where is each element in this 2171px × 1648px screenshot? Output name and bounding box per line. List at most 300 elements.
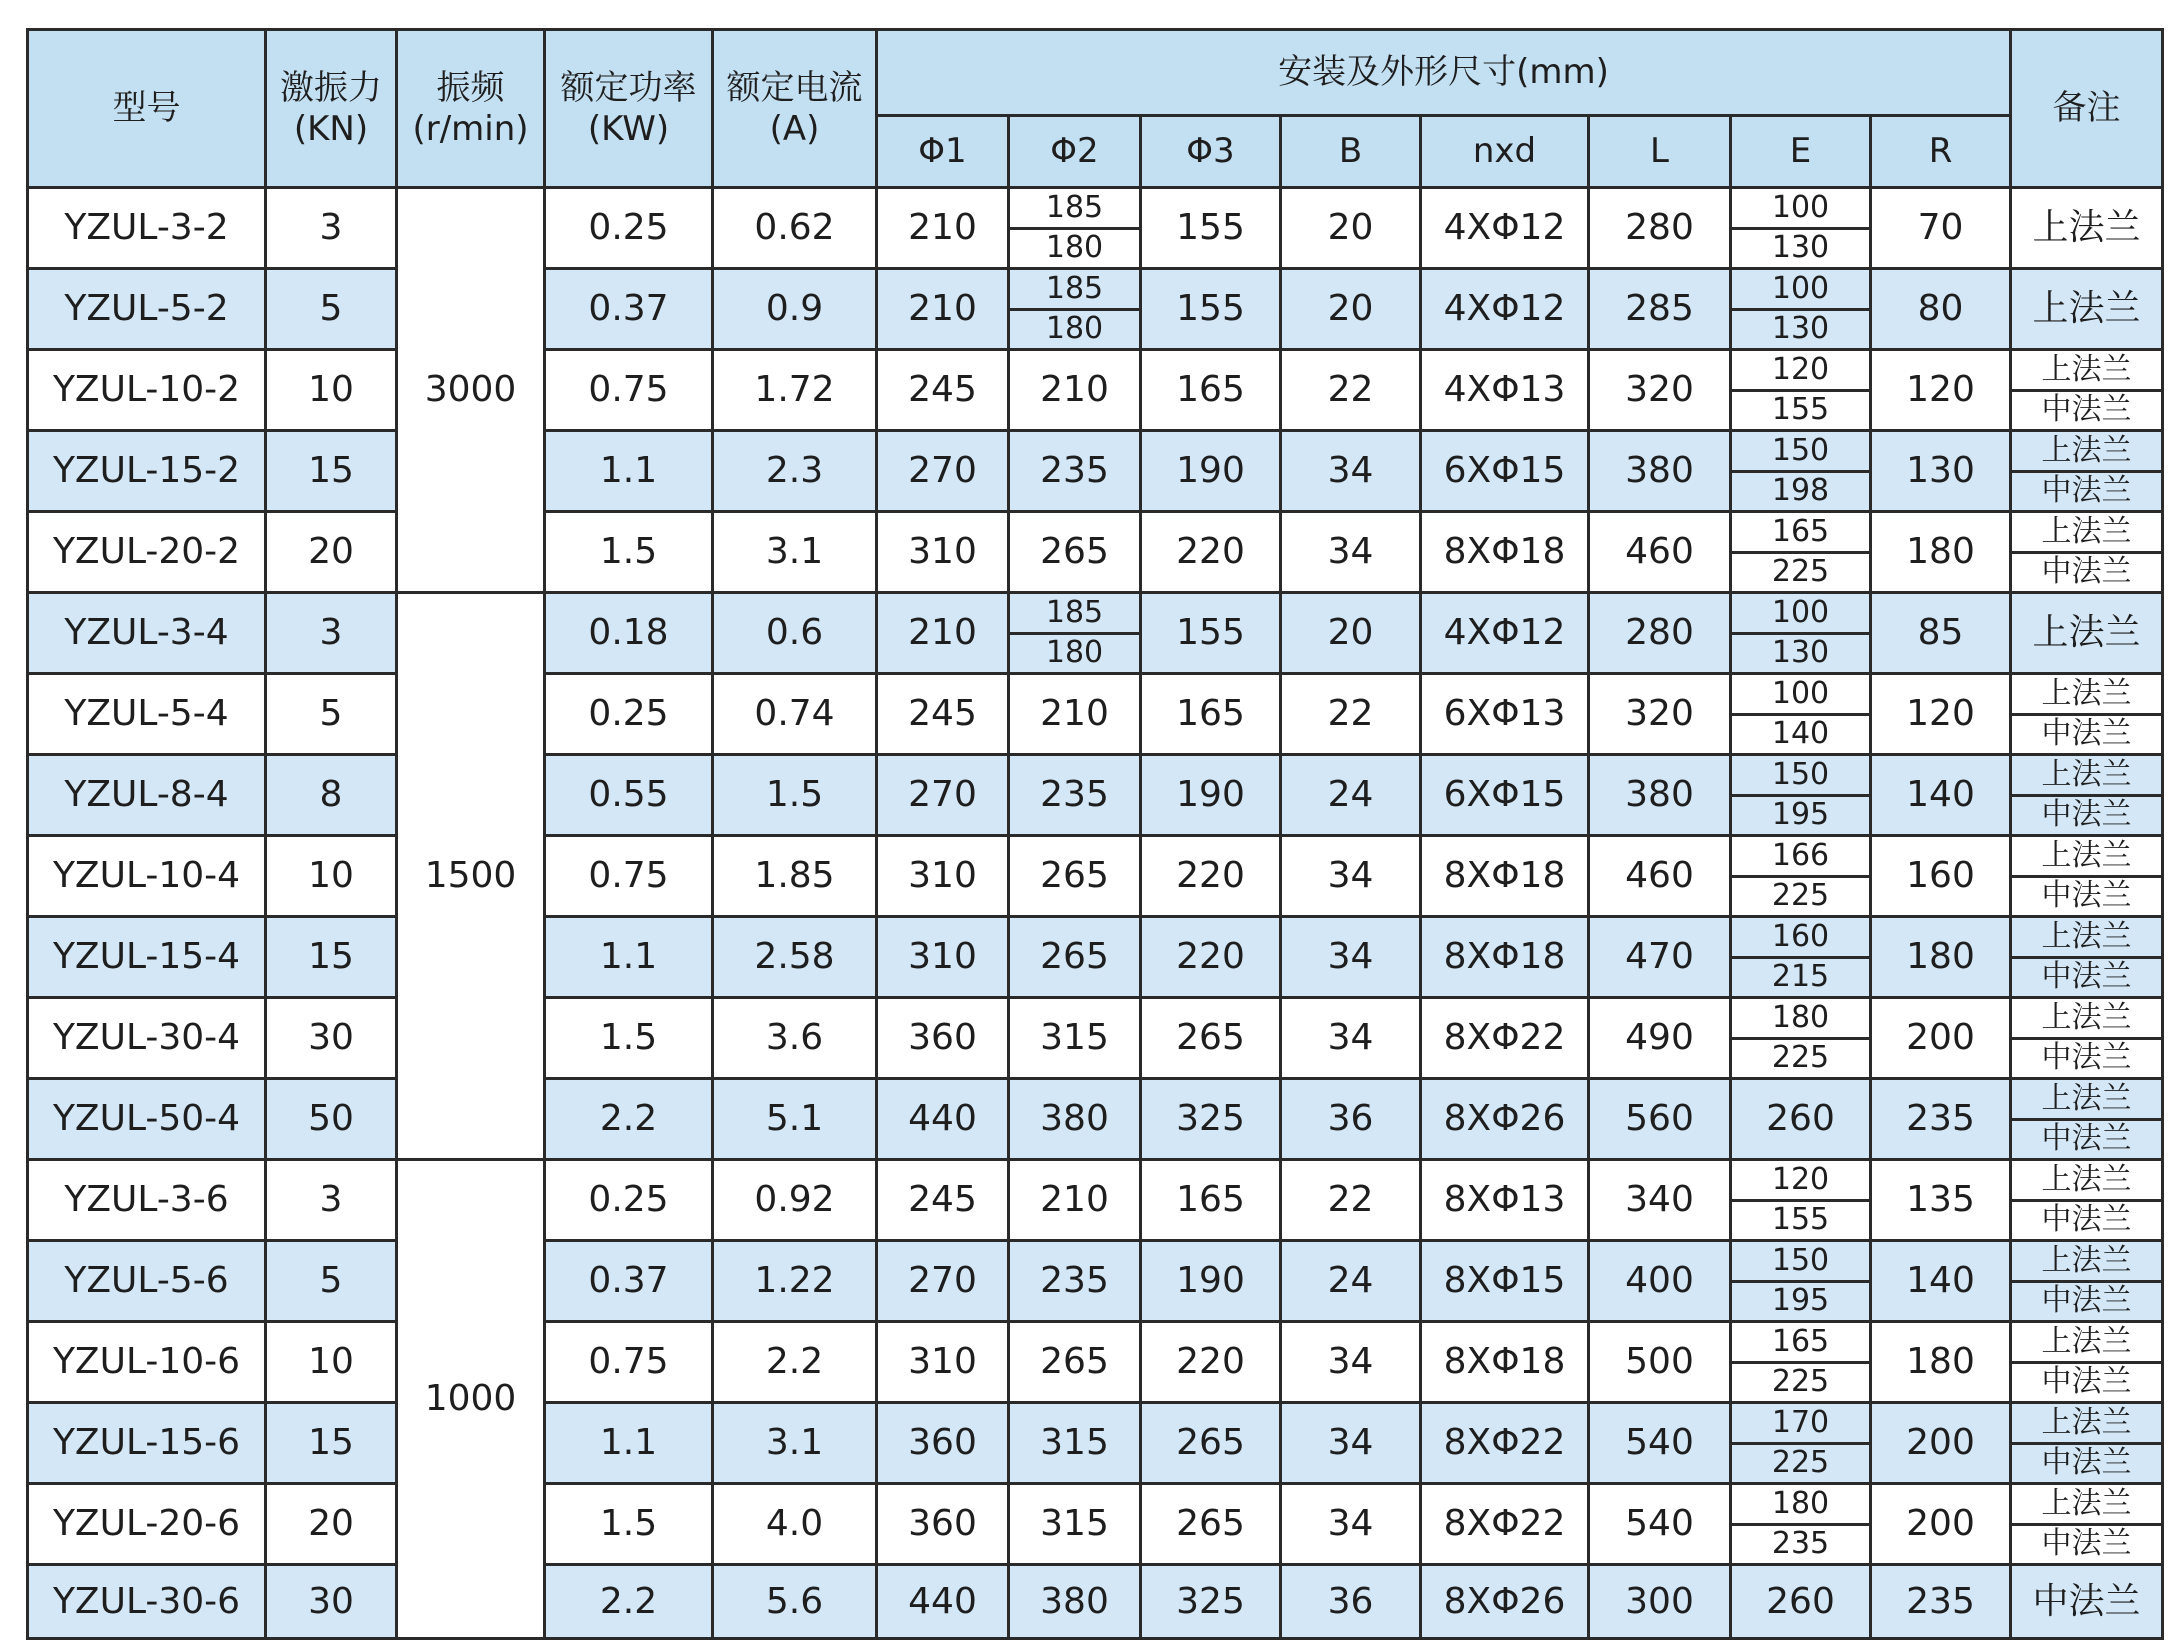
- power-cell: 0.37: [545, 269, 713, 350]
- note-cell: 上法兰: [2011, 593, 2163, 674]
- freq-cell: 1000: [397, 1160, 545, 1639]
- phi3-cell: 265: [1141, 1403, 1281, 1484]
- nxd-cell: 8XΦ15: [1421, 1241, 1589, 1322]
- b-cell: 20: [1281, 188, 1421, 269]
- l-cell: 460: [1589, 512, 1731, 593]
- freq-cell: 3000: [397, 188, 545, 593]
- current-cell: 5.1: [713, 1079, 877, 1160]
- phi2-cell: 265: [1009, 1322, 1141, 1403]
- note-cell: [2011, 1403, 2163, 1484]
- table-row: [28, 269, 2163, 350]
- model-cell: YZUL-3-6: [28, 1160, 266, 1241]
- r-cell: 120: [1871, 350, 2011, 431]
- l-cell: 380: [1589, 431, 1731, 512]
- phi1-cell: 360: [877, 1403, 1009, 1484]
- note-cell-value: 中法兰: [2041, 1283, 2132, 1319]
- r-cell: 180: [1871, 1322, 2011, 1403]
- model-cell: YZUL-20-6: [28, 1484, 266, 1565]
- note-cell-value: 中法兰: [2041, 797, 2132, 833]
- model-cell: YZUL-5-4: [28, 674, 266, 755]
- phi1-cell: 270: [877, 431, 1009, 512]
- phi2-cell: [1009, 593, 1141, 674]
- phi1-cell: 270: [877, 1241, 1009, 1322]
- e-cell-value: 130: [1771, 230, 1830, 266]
- b-cell: 20: [1281, 593, 1421, 674]
- l-cell: 400: [1589, 1241, 1731, 1322]
- e-cell: 260: [1731, 1079, 1871, 1160]
- e-cell-value: 150: [1732, 756, 1869, 797]
- e-cell-value: 120: [1732, 1161, 1869, 1202]
- note-cell-value: 中法兰: [2041, 554, 2132, 590]
- power-cell: 1.5: [545, 998, 713, 1079]
- nxd-cell: 8XΦ18: [1421, 512, 1589, 593]
- b-cell: 34: [1281, 998, 1421, 1079]
- power-cell: 1.1: [545, 917, 713, 998]
- e-cell-value: 225: [1771, 1364, 1830, 1400]
- model-cell: YZUL-30-6: [28, 1565, 266, 1639]
- l-cell: 320: [1589, 674, 1731, 755]
- table-row: [28, 1322, 2163, 1403]
- header-force: 激振力 (KN): [266, 30, 397, 188]
- l-cell: 280: [1589, 593, 1731, 674]
- note-cell: 上法兰: [2011, 269, 2163, 350]
- nxd-cell: 8XΦ22: [1421, 1403, 1589, 1484]
- e-cell-value: 225: [1771, 554, 1830, 590]
- power-cell: 0.75: [545, 350, 713, 431]
- e-cell-value: 100: [1732, 675, 1869, 716]
- power-cell: 0.75: [545, 1322, 713, 1403]
- current-cell: 0.62: [713, 188, 877, 269]
- l-cell: 285: [1589, 269, 1731, 350]
- phi3-cell: 190: [1141, 755, 1281, 836]
- e-cell: [1731, 755, 1871, 836]
- e-cell: [1731, 1322, 1871, 1403]
- phi2-cell-value: 180: [1045, 230, 1104, 266]
- phi3-cell: 155: [1141, 269, 1281, 350]
- note-cell-value: 上法兰: [2012, 1485, 2161, 1526]
- r-cell: 160: [1871, 836, 2011, 917]
- phi2-cell: 265: [1009, 512, 1141, 593]
- phi3-cell: 190: [1141, 431, 1281, 512]
- l-cell: 560: [1589, 1079, 1731, 1160]
- r-cell: 70: [1871, 188, 2011, 269]
- phi1-cell: 245: [877, 674, 1009, 755]
- r-cell: 200: [1871, 1484, 2011, 1565]
- force-cell: 3: [266, 1160, 397, 1241]
- nxd-cell: 8XΦ18: [1421, 1322, 1589, 1403]
- phi3-cell: 265: [1141, 998, 1281, 1079]
- phi3-cell: 155: [1141, 188, 1281, 269]
- e-cell: 260: [1731, 1565, 1871, 1639]
- b-cell: 36: [1281, 1565, 1421, 1639]
- current-cell: 2.3: [713, 431, 877, 512]
- force-cell: 15: [266, 431, 397, 512]
- table-row: [28, 1160, 2163, 1241]
- nxd-cell: 8XΦ26: [1421, 1565, 1589, 1639]
- header-note: 备注: [2011, 30, 2163, 188]
- table-body: [28, 188, 2163, 1639]
- b-cell: 34: [1281, 1322, 1421, 1403]
- table-row: [28, 674, 2163, 755]
- note-cell: [2011, 1160, 2163, 1241]
- current-cell: 1.22: [713, 1241, 877, 1322]
- phi3-cell: 220: [1141, 1322, 1281, 1403]
- phi2-cell: 235: [1009, 1241, 1141, 1322]
- header-l: L: [1589, 116, 1731, 188]
- nxd-cell: 4XΦ12: [1421, 593, 1589, 674]
- header-freq: 振频 (r/min): [397, 30, 545, 188]
- current-cell: 0.6: [713, 593, 877, 674]
- r-cell: 80: [1871, 269, 2011, 350]
- table-row: [28, 836, 2163, 917]
- note-cell: [2011, 512, 2163, 593]
- phi1-cell: 245: [877, 1160, 1009, 1241]
- phi2-cell: 210: [1009, 1160, 1141, 1241]
- b-cell: 20: [1281, 269, 1421, 350]
- note-cell-value: 中法兰: [2041, 1040, 2132, 1076]
- nxd-cell: 8XΦ18: [1421, 917, 1589, 998]
- force-cell: 15: [266, 1403, 397, 1484]
- current-cell: 2.58: [713, 917, 877, 998]
- b-cell: 24: [1281, 1241, 1421, 1322]
- l-cell: 540: [1589, 1403, 1731, 1484]
- note-cell-value: 上法兰: [2012, 837, 2161, 878]
- note-cell: 中法兰: [2011, 1565, 2163, 1639]
- table-row: [28, 917, 2163, 998]
- phi3-cell: 325: [1141, 1079, 1281, 1160]
- phi1-cell: 360: [877, 998, 1009, 1079]
- note-cell: [2011, 917, 2163, 998]
- e-cell-value: 130: [1771, 311, 1830, 347]
- e-cell: [1731, 1484, 1871, 1565]
- model-cell: YZUL-5-2: [28, 269, 266, 350]
- l-cell: 340: [1589, 1160, 1731, 1241]
- current-cell: 1.72: [713, 350, 877, 431]
- b-cell: 36: [1281, 1079, 1421, 1160]
- e-cell-value: 195: [1771, 1283, 1830, 1319]
- phi2-cell: [1009, 188, 1141, 269]
- phi2-cell: 265: [1009, 917, 1141, 998]
- nxd-cell: 6XΦ15: [1421, 431, 1589, 512]
- e-cell-value: 195: [1771, 797, 1830, 833]
- note-cell-value: 中法兰: [2041, 392, 2132, 428]
- current-cell: 2.2: [713, 1322, 877, 1403]
- phi1-cell: 310: [877, 1322, 1009, 1403]
- spec-table: [26, 28, 2164, 1640]
- nxd-cell: 6XΦ15: [1421, 755, 1589, 836]
- phi2-cell: 210: [1009, 350, 1141, 431]
- phi2-cell-value: 185: [1010, 594, 1139, 635]
- power-cell: 1.5: [545, 1484, 713, 1565]
- l-cell: 280: [1589, 188, 1731, 269]
- note-cell-value: 中法兰: [2041, 959, 2132, 995]
- power-cell: 0.37: [545, 1241, 713, 1322]
- model-cell: YZUL-8-4: [28, 755, 266, 836]
- force-cell: 3: [266, 593, 397, 674]
- phi1-cell: 440: [877, 1079, 1009, 1160]
- note-cell-value: 上法兰: [2012, 1080, 2161, 1121]
- phi3-cell: 155: [1141, 593, 1281, 674]
- note-cell-value: 中法兰: [2041, 878, 2132, 914]
- power-cell: 2.2: [545, 1079, 713, 1160]
- e-cell: [1731, 269, 1871, 350]
- e-cell-value: 100: [1732, 189, 1869, 230]
- note-cell-value: 中法兰: [2041, 1445, 2132, 1481]
- phi1-cell: 210: [877, 593, 1009, 674]
- header-e: E: [1731, 116, 1871, 188]
- l-cell: 540: [1589, 1484, 1731, 1565]
- header-phi1: Φ1: [877, 116, 1009, 188]
- phi3-cell: 165: [1141, 674, 1281, 755]
- e-cell-value: 180: [1732, 999, 1869, 1040]
- e-cell-value: 100: [1732, 594, 1869, 635]
- current-cell: 3.6: [713, 998, 877, 1079]
- current-cell: 3.1: [713, 512, 877, 593]
- phi3-cell: 325: [1141, 1565, 1281, 1639]
- e-cell-value: 198: [1771, 473, 1830, 509]
- model-cell: YZUL-15-6: [28, 1403, 266, 1484]
- note-cell-value: 中法兰: [2041, 1202, 2132, 1238]
- table-row: [28, 1079, 2163, 1160]
- note-cell: [2011, 836, 2163, 917]
- note-cell-value: 中法兰: [2041, 473, 2132, 509]
- table-row: [28, 998, 2163, 1079]
- header-b: B: [1281, 116, 1421, 188]
- phi2-cell: 380: [1009, 1565, 1141, 1639]
- e-cell-value: 150: [1732, 1242, 1869, 1283]
- note-cell-value: 上法兰: [2012, 756, 2161, 797]
- e-cell-value: 130: [1771, 635, 1830, 671]
- note-cell: [2011, 1079, 2163, 1160]
- phi3-cell: 265: [1141, 1484, 1281, 1565]
- model-cell: YZUL-50-4: [28, 1079, 266, 1160]
- force-cell: 10: [266, 350, 397, 431]
- phi3-cell: 220: [1141, 836, 1281, 917]
- b-cell: 24: [1281, 755, 1421, 836]
- current-cell: 4.0: [713, 1484, 877, 1565]
- header-row: [28, 30, 2163, 116]
- power-cell: 2.2: [545, 1565, 713, 1639]
- r-cell: 180: [1871, 512, 2011, 593]
- e-cell-value: 155: [1771, 1202, 1830, 1238]
- nxd-cell: 8XΦ22: [1421, 1484, 1589, 1565]
- force-cell: 3: [266, 188, 397, 269]
- power-cell: 1.5: [545, 512, 713, 593]
- note-cell-value: 上法兰: [2012, 1161, 2161, 1202]
- note-cell-value: 中法兰: [2041, 1364, 2132, 1400]
- force-cell: 10: [266, 1322, 397, 1403]
- note-cell-value: 上法兰: [2012, 1242, 2161, 1283]
- current-cell: 0.74: [713, 674, 877, 755]
- table-row: [28, 350, 2163, 431]
- r-cell: 180: [1871, 917, 2011, 998]
- power-cell: 1.1: [545, 1403, 713, 1484]
- note-cell-value: 中法兰: [2041, 1526, 2132, 1562]
- l-cell: 300: [1589, 1565, 1731, 1639]
- phi3-cell: 190: [1141, 1241, 1281, 1322]
- e-cell-value: 215: [1771, 959, 1830, 995]
- phi2-cell: 235: [1009, 755, 1141, 836]
- phi2-cell: 315: [1009, 1403, 1141, 1484]
- phi1-cell: 210: [877, 188, 1009, 269]
- e-cell: [1731, 674, 1871, 755]
- phi2-cell-value: 185: [1010, 270, 1139, 311]
- header-phi2: Φ2: [1009, 116, 1141, 188]
- force-cell: 50: [266, 1079, 397, 1160]
- current-cell: 5.6: [713, 1565, 877, 1639]
- nxd-cell: 4XΦ12: [1421, 188, 1589, 269]
- e-cell: [1731, 431, 1871, 512]
- b-cell: 34: [1281, 1484, 1421, 1565]
- e-cell: [1731, 1241, 1871, 1322]
- e-cell: [1731, 1403, 1871, 1484]
- l-cell: 320: [1589, 350, 1731, 431]
- phi3-cell: 165: [1141, 350, 1281, 431]
- e-cell-value: 235: [1771, 1526, 1830, 1562]
- header-power: 额定功率 (KW): [545, 30, 713, 188]
- table-row: [28, 593, 2163, 674]
- e-cell-value: 170: [1732, 1404, 1869, 1445]
- b-cell: 34: [1281, 836, 1421, 917]
- current-cell: 0.9: [713, 269, 877, 350]
- e-cell-value: 155: [1771, 392, 1830, 428]
- force-cell: 30: [266, 998, 397, 1079]
- current-cell: 1.5: [713, 755, 877, 836]
- r-cell: 200: [1871, 998, 2011, 1079]
- r-cell: 85: [1871, 593, 2011, 674]
- l-cell: 490: [1589, 998, 1731, 1079]
- e-cell: [1731, 512, 1871, 593]
- nxd-cell: 4XΦ12: [1421, 269, 1589, 350]
- force-cell: 5: [266, 674, 397, 755]
- model-cell: YZUL-15-2: [28, 431, 266, 512]
- phi2-cell: 265: [1009, 836, 1141, 917]
- force-cell: 20: [266, 512, 397, 593]
- e-cell: [1731, 1160, 1871, 1241]
- phi3-cell: 220: [1141, 917, 1281, 998]
- current-cell: 1.85: [713, 836, 877, 917]
- table-row: [28, 1484, 2163, 1565]
- nxd-cell: 8XΦ13: [1421, 1160, 1589, 1241]
- note-cell: [2011, 674, 2163, 755]
- table-row: [28, 755, 2163, 836]
- e-cell-value: 180: [1732, 1485, 1869, 1526]
- power-cell: 1.1: [545, 431, 713, 512]
- note-cell: [2011, 1241, 2163, 1322]
- e-cell: [1731, 917, 1871, 998]
- e-cell-value: 140: [1771, 716, 1830, 752]
- phi2-cell-value: 180: [1045, 311, 1104, 347]
- model-cell: YZUL-5-6: [28, 1241, 266, 1322]
- r-cell: 235: [1871, 1565, 2011, 1639]
- table-row: [28, 1403, 2163, 1484]
- header-current: 额定电流 (A): [713, 30, 877, 188]
- phi2-cell: 235: [1009, 431, 1141, 512]
- phi2-cell: 380: [1009, 1079, 1141, 1160]
- force-cell: 5: [266, 269, 397, 350]
- phi2-cell-value: 180: [1045, 635, 1104, 671]
- power-cell: 0.25: [545, 188, 713, 269]
- model-cell: YZUL-20-2: [28, 512, 266, 593]
- model-cell: YZUL-10-2: [28, 350, 266, 431]
- l-cell: 380: [1589, 755, 1731, 836]
- r-cell: 140: [1871, 755, 2011, 836]
- model-cell: YZUL-10-6: [28, 1322, 266, 1403]
- note-cell-value: 上法兰: [2012, 432, 2161, 473]
- e-cell-value: 225: [1771, 878, 1830, 914]
- phi2-cell: 315: [1009, 998, 1141, 1079]
- phi2-cell-value: 185: [1010, 189, 1139, 230]
- table-row: [28, 431, 2163, 512]
- note-cell: [2011, 1484, 2163, 1565]
- note-cell: [2011, 431, 2163, 512]
- e-cell-value: 225: [1771, 1040, 1830, 1076]
- power-cell: 0.18: [545, 593, 713, 674]
- header-nxd: nxd: [1421, 116, 1589, 188]
- phi3-cell: 165: [1141, 1160, 1281, 1241]
- r-cell: 120: [1871, 674, 2011, 755]
- note-cell-value: 上法兰: [2012, 999, 2161, 1040]
- b-cell: 34: [1281, 431, 1421, 512]
- e-cell-value: 165: [1732, 513, 1869, 554]
- phi1-cell: 270: [877, 755, 1009, 836]
- header-r: R: [1871, 116, 2011, 188]
- note-cell: [2011, 350, 2163, 431]
- note-cell-value: 中法兰: [2041, 716, 2132, 752]
- phi1-cell: 360: [877, 1484, 1009, 1565]
- note-cell: [2011, 1322, 2163, 1403]
- e-cell-value: 120: [1732, 351, 1869, 392]
- model-cell: YZUL-3-2: [28, 188, 266, 269]
- b-cell: 34: [1281, 512, 1421, 593]
- note-cell-value: 上法兰: [2012, 351, 2161, 392]
- b-cell: 22: [1281, 674, 1421, 755]
- phi2-cell: [1009, 269, 1141, 350]
- r-cell: 200: [1871, 1403, 2011, 1484]
- r-cell: 135: [1871, 1160, 2011, 1241]
- phi1-cell: 440: [877, 1565, 1009, 1639]
- note-cell: [2011, 755, 2163, 836]
- r-cell: 235: [1871, 1079, 2011, 1160]
- model-cell: YZUL-30-4: [28, 998, 266, 1079]
- e-cell-value: 100: [1732, 270, 1869, 311]
- model-cell: YZUL-15-4: [28, 917, 266, 998]
- e-cell: [1731, 836, 1871, 917]
- l-cell: 470: [1589, 917, 1731, 998]
- phi3-cell: 220: [1141, 512, 1281, 593]
- header-model: 型号: [28, 30, 266, 188]
- note-cell-value: 中法兰: [2041, 1121, 2132, 1157]
- current-cell: 3.1: [713, 1403, 877, 1484]
- power-cell: 0.25: [545, 674, 713, 755]
- e-cell: [1731, 998, 1871, 1079]
- model-cell: YZUL-3-4: [28, 593, 266, 674]
- power-cell: 0.75: [545, 836, 713, 917]
- note-cell-value: 上法兰: [2012, 1404, 2161, 1445]
- note-cell-value: 上法兰: [2012, 513, 2161, 554]
- l-cell: 460: [1589, 836, 1731, 917]
- force-cell: 5: [266, 1241, 397, 1322]
- note-cell-value: 上法兰: [2012, 918, 2161, 959]
- b-cell: 22: [1281, 350, 1421, 431]
- current-cell: 0.92: [713, 1160, 877, 1241]
- note-cell: 上法兰: [2011, 188, 2163, 269]
- nxd-cell: 4XΦ13: [1421, 350, 1589, 431]
- phi1-cell: 310: [877, 917, 1009, 998]
- power-cell: 0.55: [545, 755, 713, 836]
- phi1-cell: 310: [877, 836, 1009, 917]
- phi2-cell: 315: [1009, 1484, 1141, 1565]
